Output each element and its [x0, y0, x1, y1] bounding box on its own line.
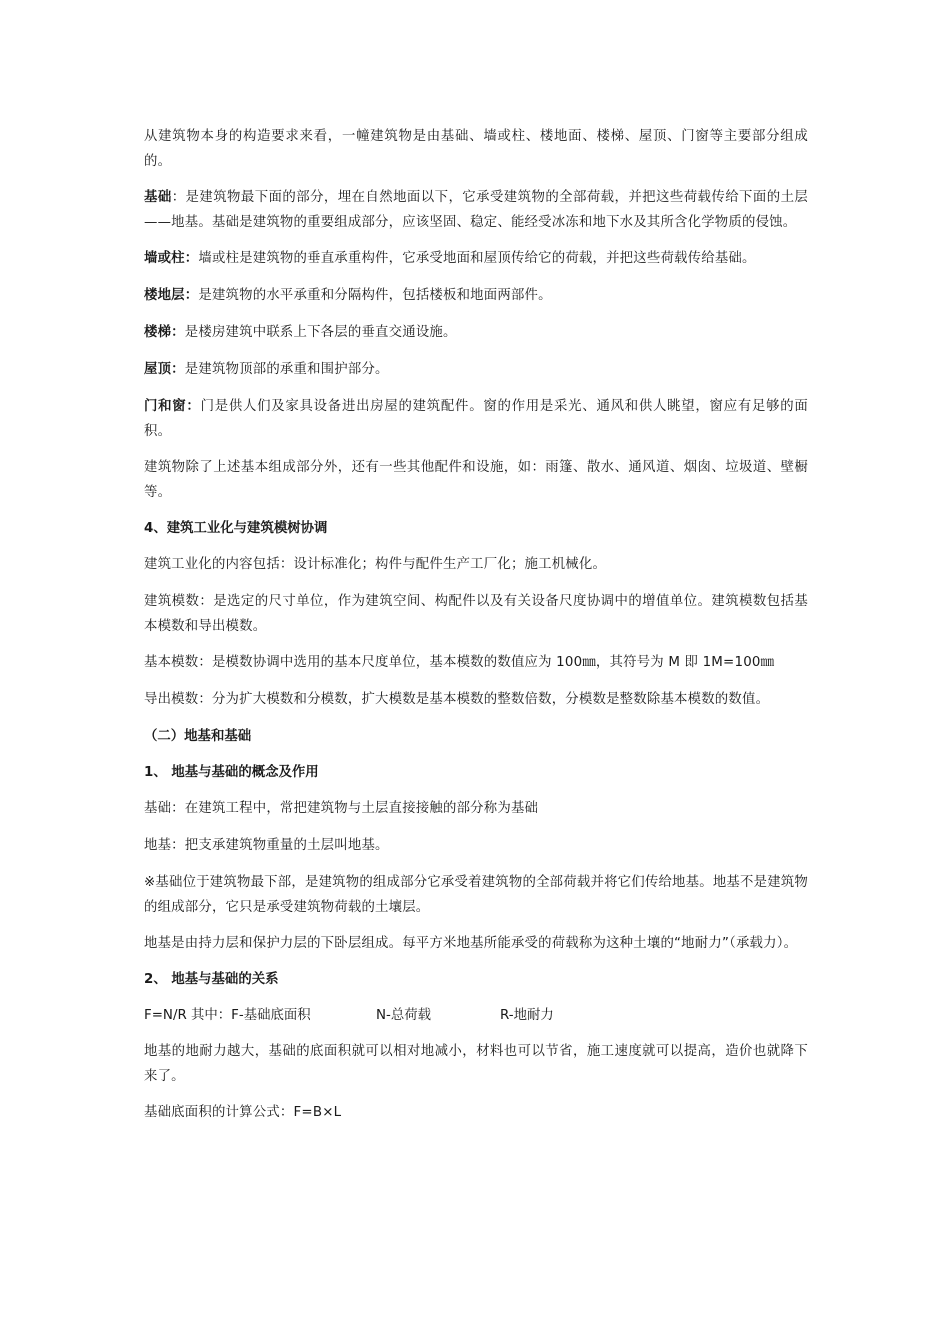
wall-column-label: 墙或柱：: [144, 251, 199, 266]
floor-label: 楼地层：: [144, 288, 199, 303]
note-paragraph: ※基础位于建筑物最下部，是建筑物的组成部分它承受着建筑物的全部荷载并将它们传给地基。地基不是建筑物的组成部分，它只是承受建筑物荷载的土壤层。: [144, 875, 808, 915]
subheading-relation: 2、 地基与基础的关系: [144, 972, 279, 987]
foundation-definition: 基础：在建筑工程中，常把建筑物与土层直接接触的部分称为基础: [144, 801, 539, 816]
stairs-paragraph: [144, 320, 808, 345]
wall-column-text: 墙或柱是建筑物的垂直承重构件，它承受地面和屋顶传给它的荷载，并把这些荷载传给基础。: [198, 251, 756, 266]
modulus-paragraph: 建筑模数：是选定的尺寸单位，作为建筑空间、构配件以及有关设备尺度协调中的增值单位。建筑模数包括基本模数和导出模数。: [144, 594, 808, 634]
subheading-concept: 1、 地基与基础的概念及作用: [144, 765, 319, 780]
roof-paragraph: [144, 357, 808, 382]
derived-modulus-paragraph: 导出模数：分为扩大模数和分模数，扩大模数是基本模数的整数倍数，分模数是整数除基本模数的数值。: [144, 692, 770, 707]
intro-paragraph: 从建筑物本身的构造要求来看，一幢建筑物是由基础、墙或柱、楼地面、楼梯、屋顶、门窗等主要部分组成的。: [144, 129, 808, 169]
roof-text: 是建筑物顶部的承重和围护部分。: [184, 362, 389, 377]
section-heading-foundation: （二）地基和基础: [144, 729, 252, 744]
area-formula-paragraph: 基础底面积的计算公式：F=B×L: [144, 1105, 342, 1120]
door-window-paragraph: [144, 394, 808, 444]
door-window-text: 门是供人们及家具设备进出房屋的建筑配件。窗的作用是采光、通风和供人眺望，窗应有足够的面积。: [144, 399, 808, 439]
formula-row: [144, 1003, 808, 1028]
stairs-label: 楼梯：: [144, 325, 185, 340]
formula-main: F=N/R 其中：F-基础底面积: [144, 1008, 311, 1023]
document-body: [144, 124, 808, 1137]
formula-n: N-总荷载: [376, 1008, 432, 1023]
floor-paragraph: [144, 283, 808, 308]
basic-modulus-paragraph: 基本模数：是模数协调中选用的基本尺度单位，基本模数的数值应为 100㎜，其符号为 M 即 1M=100㎜: [144, 655, 775, 670]
formula-r: R-地耐力: [500, 1008, 554, 1023]
foundation-label: 基础: [144, 190, 172, 205]
door-window-label: 门和窗：: [144, 399, 201, 414]
industrialization-paragraph: 建筑工业化的内容包括：设计标准化；构件与配件生产工厂化；施工机械化。: [144, 557, 607, 572]
stairs-text: 是楼房建筑中联系上下各层的垂直交通设施。: [184, 325, 457, 340]
subgrade-composition-paragraph: 地基是由持力层和保护力层的下卧层组成。每平方米地基所能承受的荷载称为这种土壤的“地耐力”（承载力）。: [144, 936, 798, 951]
section-heading-4: 4、建筑工业化与建筑模树协调: [144, 521, 328, 536]
subgrade-definition: 地基：把支承建筑物重量的土层叫地基。: [144, 838, 389, 853]
foundation-text: ：是建筑物最下面的部分，埋在自然地面以下，它承受建筑物的全部荷载，并把这些荷载传给下面的土层——地基。基础是建筑物的重要组成部分，应该坚固、稳定、能经受冰冻和地下水及其所含化学物质的侵蚀。: [144, 190, 808, 230]
foundation-paragraph: [144, 185, 808, 235]
roof-label: 屋顶：: [144, 362, 185, 377]
accessories-paragraph: 建筑物除了上述基本组成部分外，还有一些其他配件和设施，如：雨篷、散水、通风道、烟囱、垃圾道、壁橱等。: [144, 460, 808, 500]
bearing-capacity-paragraph: 地基的地耐力越大，基础的底面积就可以相对地减小，材料也可以节省，施工速度就可以提高，造价也就降下来了。: [144, 1044, 808, 1084]
floor-text: 是建筑物的水平承重和分隔构件，包括楼板和地面两部件。: [198, 288, 552, 303]
wall-column-paragraph: [144, 246, 808, 271]
